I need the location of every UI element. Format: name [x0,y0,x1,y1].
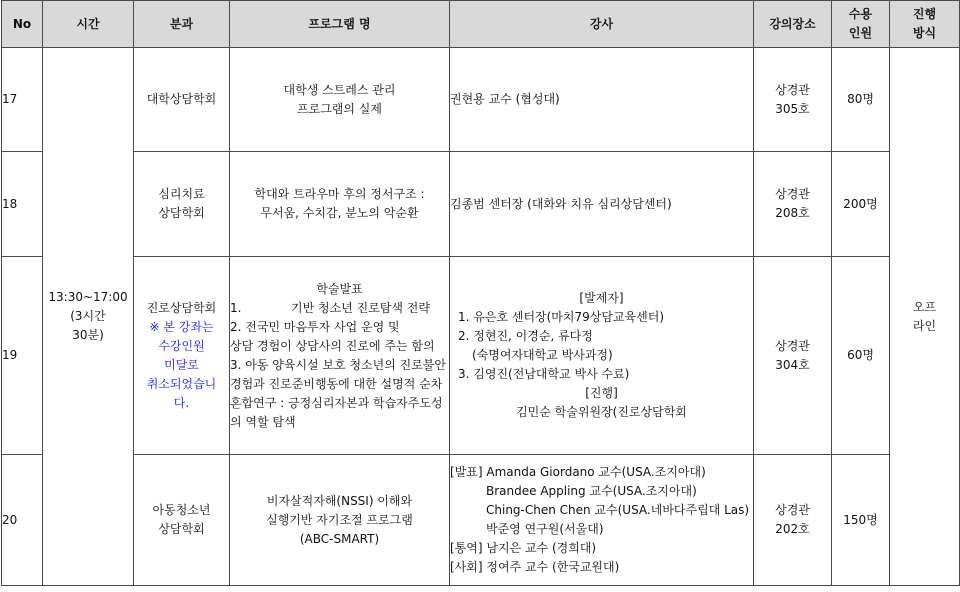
lecturer-cell: [발표] Amanda Giordano 교수(USA.조지아대) Brandee Appling 교수(USA.조지아대) Ching-Chen Chen 교수(USA.네바다주립대 Las) 박준영 연구원(서울대) [통역] 남지은 교수 (경희대) [사회] 정여주 교수 (한국교원대) [450,455,754,586]
col-header-venue: 강의장소 [754,1,832,48]
row-number: 18 [2,152,43,257]
row-number: 19 [2,257,43,455]
program-cell: 대학생 스트레스 관리 프로그램의 실제 [230,48,450,152]
program-cell: 학술발표 1. 기반 청소년 진로탐색 전략 2. 전국민 마음투자 사업 운영 및 상담 경험이 상담사의 진로에 주는 함의 3. 아동 양육시설 보호 청소년의 진로불안 경험과 진로준비행동에 대한 설명적 순차 혼합연구 : 긍정심리자본과 학습자주도성 의 역할 탐색 [230,257,450,455]
capacity-cell: 200명 [832,152,890,257]
division-cell: 아동청소년 상담학회 [134,455,230,586]
row-number: 20 [2,455,43,586]
venue-cell: 상경관 208호 [754,152,832,257]
table-row [2,152,960,257]
table-row [2,257,960,455]
venue-cell: 상경관 202호 [754,455,832,586]
capacity-cell: 150명 [832,455,890,586]
division-cell: 대학상담학회 [134,48,230,152]
header-row [2,1,960,48]
col-header-lecturer: 강사 [450,1,754,48]
col-header-capacity: 수용 인원 [832,1,890,48]
capacity-cell: 80명 [832,48,890,152]
lecturer-cell: 권현용 교수 (협성대) [450,48,754,152]
row-number: 17 [2,48,43,152]
venue-cell: 상경관 305호 [754,48,832,152]
method-cell: 오프 라인 [890,48,960,586]
program-cell: 학대와 트라우마 후의 정서구조 : 무서움, 수치감, 분노의 악순환 [230,152,450,257]
lecturer-cell: 김종범 센터장 (대화와 치유 심리상담센터) [450,152,754,257]
venue-cell: 상경관 304호 [754,257,832,455]
col-header-no: No [2,1,43,48]
col-header-time: 시간 [43,1,134,48]
col-header-division: 분과 [134,1,230,48]
division-cell: 진로상담학회 ※ 본 강좌는 수강인원 미달로 취소되었습니 다. [134,257,230,455]
col-header-method: 진행 방식 [890,1,960,48]
cancel-notice: ※ 본 강좌는 [149,319,214,334]
col-header-program: 프로그램 명 [230,1,450,48]
time-cell: 13:30~17:00 (3시간 30분) [43,48,134,586]
program-cell: 비자살적자해(NSSI) 이해와 실행기반 자기조절 프로그램 (ABC-SMART) [230,455,450,586]
division-cell: 심리치료 상담학회 [134,152,230,257]
table-row [2,455,960,586]
lecturer-cell: [발제자] 1. 유은호 센터장(마치79상담교육센터) 2. 정현진, 이경순, 류다정 (숙명여자대학교 박사과정) 3. 김영진(전남대학교 박사 수료) [진행] 김민순 학술위원장(진로상담학회 [450,257,754,455]
schedule-table [1,0,960,586]
capacity-cell: 60명 [832,257,890,455]
table-row [2,48,960,152]
